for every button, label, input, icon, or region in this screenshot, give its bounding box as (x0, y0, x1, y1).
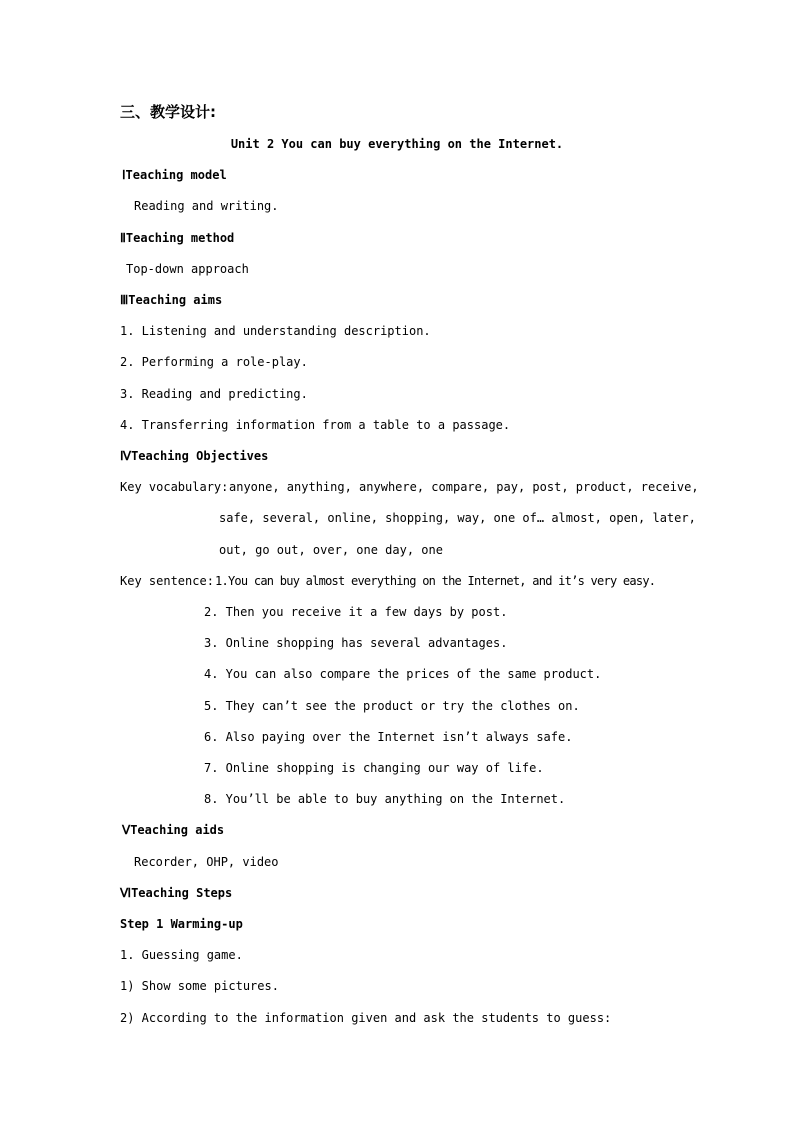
key-sentence-item: 1.You can buy almost everything on the Internet, and it’s very easy. (215, 574, 656, 588)
teaching-aids-heading: ⅤTeaching aids (122, 823, 225, 837)
teaching-aim-item: 1. Listening and understanding description. (120, 324, 431, 338)
key-sentence-item: 7. Online shopping is changing our way of life. (204, 761, 544, 775)
teaching-objectives-heading: ⅣTeaching Objectives (120, 449, 269, 463)
teaching-method-content: Top-down approach (126, 262, 249, 276)
teaching-steps-heading: ⅥTeaching Steps (120, 886, 233, 900)
key-vocabulary-line: safe, several, online, shopping, way, one of… almost, open, later, (219, 511, 696, 525)
key-sentence-item: 5. They can’t see the product or try the clothes on. (204, 699, 580, 713)
teaching-aids-content: Recorder, OHP, video (134, 855, 279, 869)
key-vocabulary-line: out, go out, over, one day, one (219, 543, 443, 557)
unit-title: Unit 2 You can buy everything on the Internet. (230, 137, 564, 151)
teaching-model-heading: ⅠTeaching model (122, 168, 227, 182)
step1-heading: Step 1 Warming-up (120, 917, 243, 931)
teaching-aim-item: 4. Transferring information from a table to a passage. (120, 418, 511, 432)
key-vocabulary-line: anyone, anything, anywhere, compare, pay, post, product, receive, (229, 480, 699, 494)
teaching-aims-heading: ⅢTeaching aims (120, 293, 223, 307)
section-heading: 三、教学设计: (120, 103, 216, 121)
key-sentence-item: 4. You can also compare the prices of the same product. (204, 667, 602, 681)
key-sentence-item: 6. Also paying over the Internet isn’t always safe. (204, 730, 573, 744)
teaching-model-content: Reading and writing. (134, 199, 279, 213)
teaching-aim-item: 3. Reading and predicting. (120, 387, 308, 401)
key-sentence-item: 3. Online shopping has several advantages. (204, 636, 508, 650)
key-sentence-label: Key sentence: (120, 574, 214, 588)
key-sentence-item: 2. Then you receive it a few days by post. (204, 605, 508, 619)
teaching-aim-item: 2. Performing a role-play. (120, 355, 308, 369)
step1-item: 1. Guessing game. (120, 948, 243, 962)
key-sentence-item: 8. You’ll be able to buy anything on the Internet. (204, 792, 566, 806)
step1-item: 2) According to the information given and ask the students to guess: (120, 1011, 612, 1025)
teaching-method-heading: ⅡTeaching method (120, 231, 235, 245)
step1-item: 1) Show some pictures. (120, 979, 279, 993)
key-vocabulary-label: Key vocabulary: (120, 480, 229, 494)
